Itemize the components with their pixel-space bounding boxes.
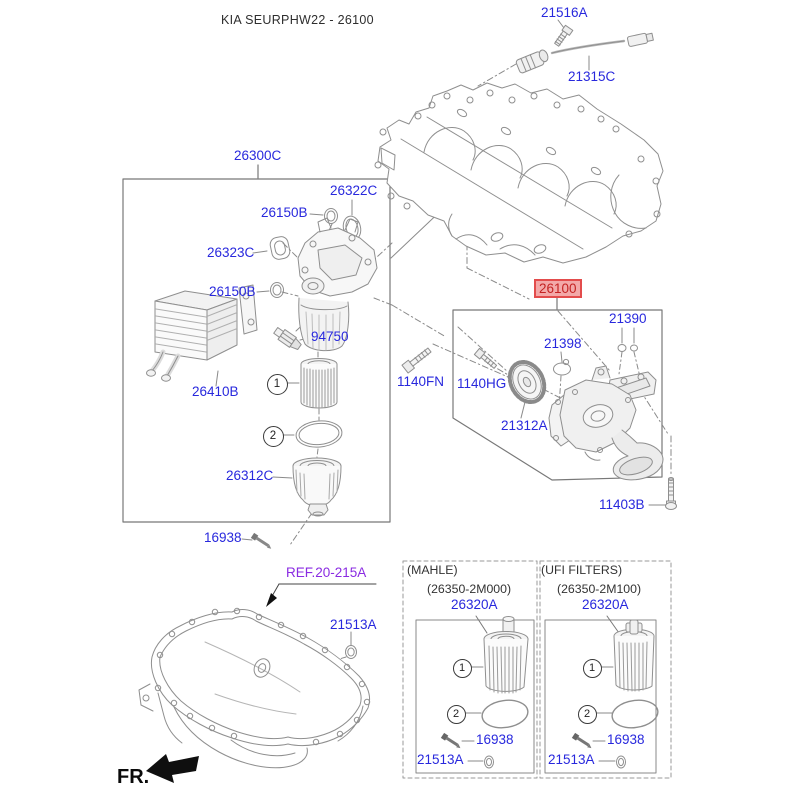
part-label-16938-mahle[interactable]: 16938 — [476, 732, 514, 747]
part-label-1140fn[interactable]: 1140FN — [397, 374, 445, 389]
part-label-21390[interactable]: 21390 — [609, 311, 647, 326]
variant-brand-ufi: (UFI FILTERS) — [541, 563, 623, 577]
part-label-16938-main[interactable]: 16938 — [204, 530, 242, 545]
part-label-26312c[interactable]: 26312C — [226, 468, 274, 483]
rings-21390-drawing — [618, 345, 638, 352]
part-label-16938-ufi[interactable]: 16938 — [607, 732, 645, 747]
ufi-bolt-16938-drawing — [572, 733, 594, 750]
callout-2-mahle: 2 — [447, 705, 466, 724]
bolt-11403b-drawing — [666, 478, 677, 510]
part-label-21312a[interactable]: 21312A — [501, 418, 548, 433]
filter-element-drawing — [301, 359, 337, 409]
mahle-filter-drawing — [484, 617, 528, 694]
callout-1-mahle: 1 — [453, 659, 472, 678]
ufi-plug-21513a-drawing — [617, 756, 626, 768]
bolt-1140fn-drawing — [402, 346, 433, 373]
part-label-26323c[interactable]: 26323C — [207, 245, 255, 260]
mahle-plug-21513a-drawing — [485, 756, 494, 768]
bolt-16938-main-drawing — [251, 533, 274, 551]
oil-cooler-drawing — [147, 285, 258, 381]
gasket-26323c-drawing — [269, 235, 291, 260]
ufi-oring-drawing — [610, 697, 659, 730]
part-label-11403b[interactable]: 11403B — [599, 497, 645, 512]
part-label-26320a-ufi[interactable]: 26320A — [582, 597, 629, 612]
front-marker-label: FR. — [117, 766, 150, 788]
bolt-1140hg-drawing — [474, 348, 498, 370]
cap-oring-drawing — [295, 419, 343, 449]
part-label-26322c[interactable]: 26322C — [330, 183, 378, 198]
part-label-94750[interactable]: 94750 — [311, 329, 349, 344]
part-label-26150b-1[interactable]: 26150B — [261, 205, 308, 220]
front-direction-arrow — [146, 754, 199, 783]
part-label-21513a-ufi[interactable]: 21513A — [548, 752, 595, 767]
ufi-filter-drawing — [614, 620, 654, 691]
part-label-26320a-mahle[interactable]: 26320A — [451, 597, 498, 612]
page-title: KIA SEURPHW22 - 26100 — [221, 13, 374, 27]
oil-pump-drawing — [549, 366, 663, 480]
part-label-21516a[interactable]: 21516A — [541, 5, 588, 20]
filter-cap-26312c-drawing — [293, 458, 341, 516]
callout-1-main: 1 — [267, 374, 288, 395]
part-label-21398[interactable]: 21398 — [544, 336, 582, 351]
callout-1-ufi: 1 — [583, 659, 602, 678]
mahle-bolt-16938-drawing — [441, 733, 463, 750]
oil-pan-drawing — [139, 608, 370, 767]
callout-2-main: 2 — [263, 426, 284, 447]
part-label-26100-highlighted[interactable]: 26100 — [534, 279, 582, 298]
engine-block-drawing — [375, 83, 663, 263]
oring-26150b-1-drawing — [325, 209, 338, 224]
ref-leader-arrow — [266, 584, 376, 607]
callout-2-ufi: 2 — [578, 705, 597, 724]
oil-level-sensor-drawing — [515, 32, 653, 74]
part-label-21513a-pan[interactable]: 21513A — [330, 617, 377, 632]
part-label-26150b-2[interactable]: 26150B — [209, 284, 256, 299]
variant-brand-mahle: (MAHLE) — [407, 563, 458, 577]
part-label-21315c[interactable]: 21315C — [568, 69, 616, 84]
part-label-21513a-mahle[interactable]: 21513A — [417, 752, 464, 767]
variant-code-mahle: (26350-2M000) — [427, 582, 512, 596]
part-label-1140hg[interactable]: 1140HG — [457, 376, 507, 391]
knock-sensor-bolt-drawing — [553, 25, 572, 47]
part-label-26300c[interactable]: 26300C — [234, 148, 282, 163]
oring-26150b-2-drawing — [271, 283, 284, 298]
variant-code-ufi: (26350-2M100) — [557, 582, 642, 596]
part-label-26410b[interactable]: 26410B — [192, 384, 239, 399]
sprocket-21312a-drawing — [503, 356, 551, 408]
ref-link-20-215a[interactable]: REF.20-215A — [286, 565, 367, 580]
plug-21513a-pan-drawing — [346, 646, 357, 659]
mahle-oring-drawing — [480, 697, 529, 730]
